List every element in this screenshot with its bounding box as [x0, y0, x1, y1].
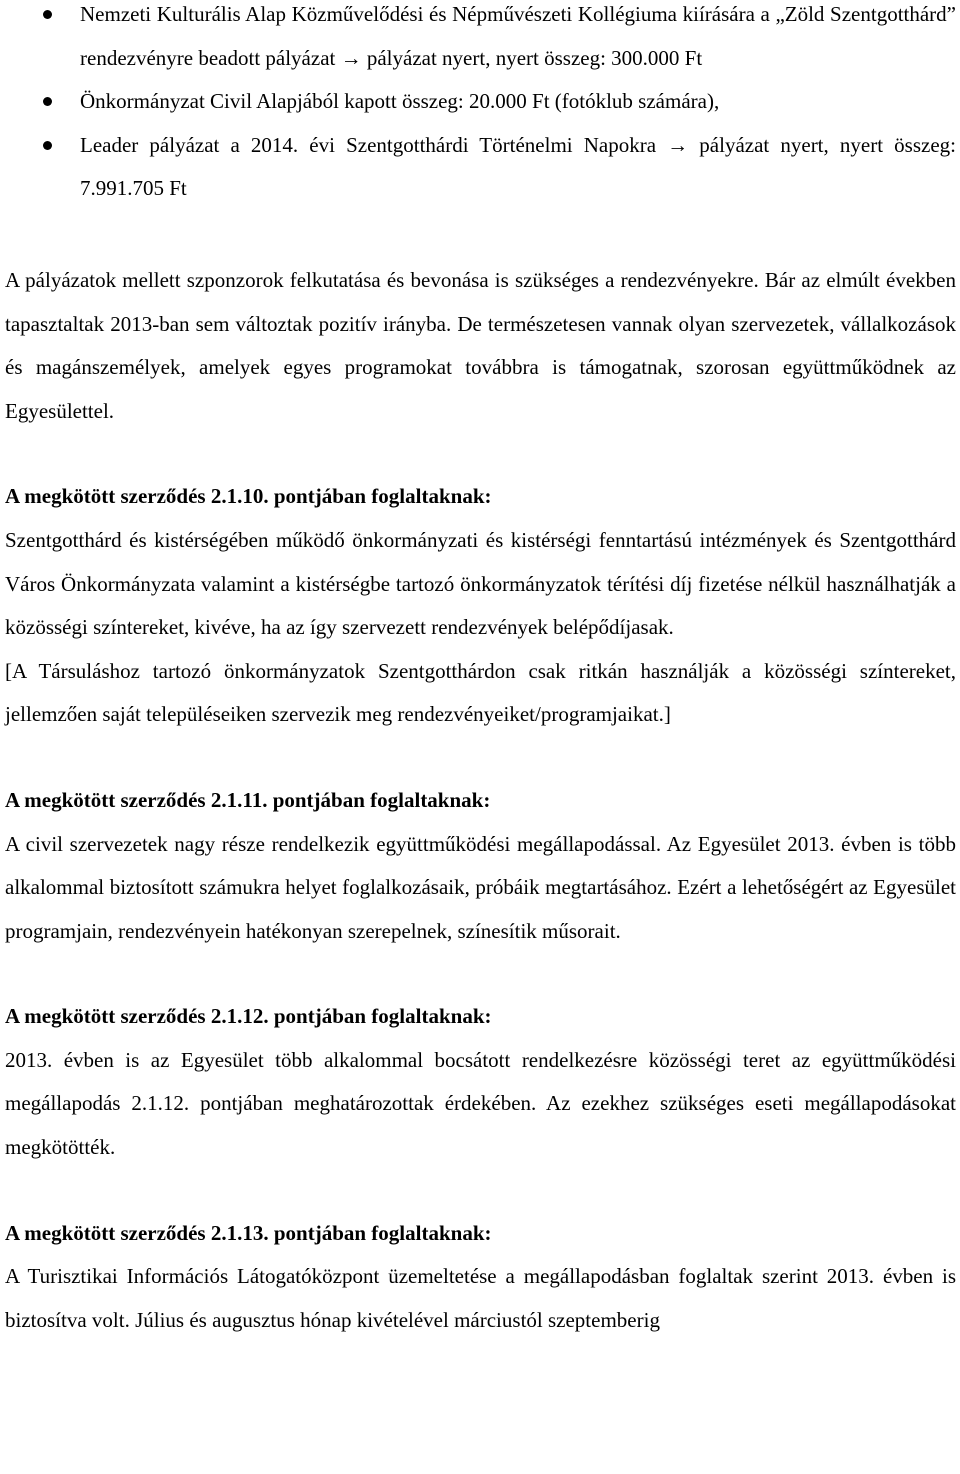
funding-list	[5, 0, 956, 211]
section-heading: A megkötött szerződés 2.1.11. pontjában foglaltaknak:	[5, 787, 491, 812]
bullet-icon	[43, 97, 52, 106]
section-heading: A megkötött szerződés 2.1.12. pontjában foglaltaknak:	[5, 1004, 492, 1029]
bullet-icon	[43, 141, 52, 150]
bullet-icon	[43, 10, 52, 19]
section-paragraph: Szentgotthárd és kistérségében működő önkormányzati és kistérségi fenntartású intézmények és Szentgotthárd Város Önkormányzata valamint a kistérségbe tartozó önkormányzatok térítési díj fizetése nélkül használhatják a közösségi színtereket, kivéve, ha az így szervezett rendezvények belépődíjasak.	[5, 527, 956, 640]
list-item-text: Nemzeti Kulturális Alap Közművelődési és Népművészeti Kollégiuma kiírására a „Zöld Szentgotthárd” rendezvényre beadott pályázat → pályázat nyert, nyert összeg: 300.000 Ft	[80, 2, 956, 70]
list-item	[5, 0, 956, 80]
section-paragraph: A Turisztikai Információs Látogatóközpont üzemeltetése a megállapodásban foglaltak szerint 2013. évben is biztosítva volt. Július és augusztus hónap kivételével márciustól szeptemberig	[5, 1264, 956, 1332]
list-item	[5, 80, 956, 124]
section-heading: A megkötött szerződés 2.1.13. pontjában foglaltaknak:	[5, 1220, 492, 1245]
list-item-text: Leader pályázat a 2014. évi Szentgotthárdi Történelmi Napokra → pályázat nyert, nyert összeg: 7.991.705 Ft	[80, 132, 956, 201]
section-paragraph: A civil szervezetek nagy része rendelkezik együttműködési megállapodással. Az Egyesület 2013. évben is több alkalommal biztosított számukra helyet foglalkozásaik, próbáik megtartásához. Ezért a lehetőségért az Egyesület programjain, rendezvényein hatékonyan szerepelnek, színesítik műsorait.	[5, 831, 956, 943]
list-item-text: Önkormányzat Civil Alapjából kapott összeg: 20.000 Ft (fotóklub számára),	[80, 89, 720, 114]
section-paragraph: 2013. évben is az Egyesület több alkalommal bocsátott rendelkezésre közösségi teret az együttműködési megállapodás 2.1.12. pontjában meghatározottak érdekében. Az ezekhez szükséges eseti megállapodásokat megkötötték.	[5, 1047, 956, 1160]
section-paragraph: [A Társuláshoz tartozó önkormányzatok Szentgotthárdon csak ritkán használják a közösségi színtereket, jellemzően saját településeiken szervezik meg rendezvényeiket/programjaikat.]	[5, 658, 956, 727]
sponsors-paragraph: A pályázatok mellett szponzorok felkutatása és bevonása is szükséges a rendezvényekre. Bár az elmúlt években tapasztaltak 2013-ban sem változtak pozitív irányba. De természetesen vannak olyan szervezetek, vállalkozások és magánszemélyek, amelyek egyes programokat továbbra is támogatnak, szorosan együttműködnek az Egyesülettel.	[5, 267, 956, 423]
section-heading: A megkötött szerződés 2.1.10. pontjában foglaltaknak:	[5, 484, 492, 509]
list-item	[5, 124, 956, 211]
